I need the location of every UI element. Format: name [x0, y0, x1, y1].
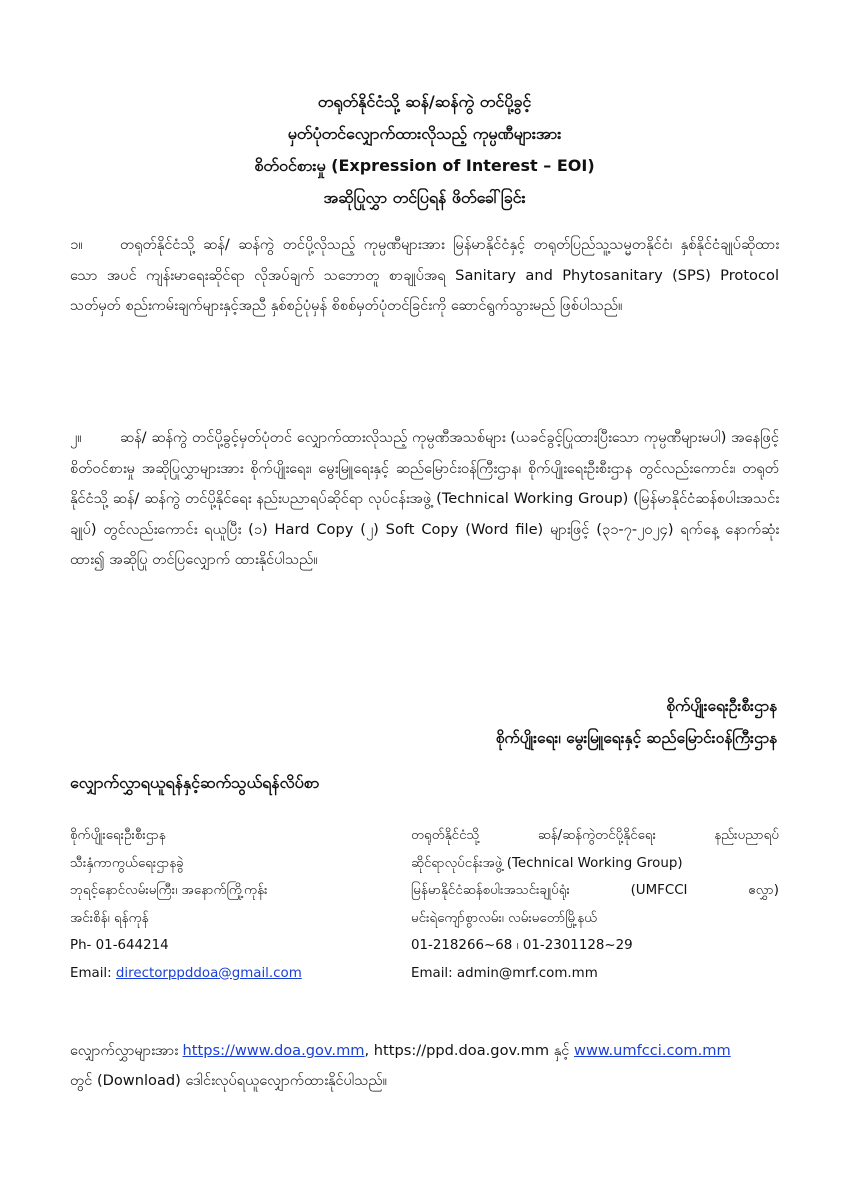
- contact-left-line-4: အင်းစိန်၊ ရန်ကုန်: [70, 910, 149, 926]
- paragraph-2: [70, 423, 779, 576]
- contact-address-right: [411, 822, 779, 987]
- contact-right-email: Email: admin@mrf.com.mm: [411, 965, 598, 981]
- download-note-line-1: [70, 1036, 779, 1066]
- contact-left-line-3: ဘုရင့်နောင်လမ်းမကြီး၊ အနောက်ကြို့ကုန်း: [70, 883, 268, 898]
- contact-left-line-2: သီးနှံကာကွယ်ရေးဌာနခွဲ: [70, 855, 184, 871]
- title-line-3: စိတ်ဝင်စားမှု (Expression of Interest – EOI): [254, 156, 595, 175]
- contact-right-line-4: မင်းရဲကျော်စွာလမ်း၊ လမ်းမတော်မြို့နယ်: [411, 910, 598, 926]
- signature-block: [496, 690, 777, 754]
- paragraph-2-text: ဆန်/ ဆန်ကွဲ တင်ပို့ခွင့်မှတ်ပုံတင် လျှောက်ထားလိုသည့် ကုမ္ပဏီအသစ်များ (ယခင်ခွင့်ပြုထားပြီးသော ကုမ္ပဏီများမပါ) အနေဖြင့် စိတ်ဝင်စားမှု အဆိုပြုလွှာများအား စိုက်ပျိုးရေး၊ မွေးမြူရေးနှင့် ဆည်မြောင်းဝန်ကြီးဌာန၊ စိုက်ပျိုးရေးဦးစီးဌာန တွင်လည်းကောင်း၊ တရုတ်နိုင်ငံသို့ ဆန်/ ဆန်ကွဲ တင်ပို့နိုင်ရေး နည်းပညာရပ်ဆိုင်ရာ လုပ်ငန်းအဖွဲ့ (Technical Working Group) (မြန်မာနိုင်ငံဆန်စပါးအသင်းချုပ်) တွင်လည်းကောင်း ရယူပြီး (၁) Hard Copy (၂) Soft Copy (Word file) များဖြင့် (၃၁-၇-၂၀၂၄) ရက်နေ့ နောက်ဆုံးထား၍ အဆိုပြု တင်ပြလျှောက် ထားနိုင်ပါသည်။: [70, 429, 779, 568]
- signature-ministry: စိုက်ပျိုးရေး၊ မွေးမြူရေးနှင့် ဆည်မြောင်းဝန်ကြီးဌာန: [495, 729, 777, 747]
- paragraph-2-number: ၂။: [70, 429, 82, 446]
- contact-right-line-3: မြန်မာနိုင်ငံဆန်စပါးအသင်းချုပ်ရုံး (UMFCCI ဧလွှာ): [411, 883, 779, 898]
- title-line-4: အဆိုပြုလွှာ တင်ပြရန် ဖိတ်ခေါ်ခြင်း: [323, 188, 526, 207]
- separator-and: နှင့်: [549, 1042, 575, 1059]
- doa-website-link[interactable]: https://www.doa.gov.mm: [182, 1042, 365, 1059]
- download-note-line-2: တွင် (Download) ဒေါင်းလုပ်ရယူလျှောက်ထားနိုင်ပါသည်။: [70, 1072, 388, 1089]
- title-line-2: မှတ်ပုံတင်လျှောက်ထားလိုသည့် ကုမ္ပဏီများအား: [287, 124, 562, 143]
- paragraph-1-text: တရုတ်နိုင်ငံသို့ ဆန်/ ဆန်ကွဲ တင်ပို့လိုသည့် ကုမ္ပဏီများအား မြန်မာနိုင်ငံနှင့် တရုတ်ပြည်သူ့သမ္မတနိုင်ငံ၊ နှစ်နိုင်ငံချုပ်ဆိုထားသော အပင် ကျန်းမာရေးဆိုင်ရာ လိုအပ်ချက် သဘောတူ စာချုပ်အရ Sanitary and Phytosanitary (SPS) Protocol သတ်မှတ် စည်းကမ်းချက်များနှင့်အညီ နှစ်စဉ်ပုံမှန် စိစစ်မှတ်ပုံတင်ခြင်းကို ဆောင်ရွက်သွားမည် ဖြစ်ပါသည်။: [70, 236, 779, 314]
- contact-right-line-1: တရုတ်နိုင်ငံသို့ ဆန်/ဆန်ကွဲတင်ပို့နိုင်ရေး နည်းပညာရပ်: [411, 828, 779, 843]
- download-prefix: လျှောက်လွှာများအား: [70, 1042, 183, 1059]
- contact-right-line-2: ဆိုင်ရာလုပ်ငန်းအဖွဲ့ (Technical Working Group): [411, 855, 683, 871]
- contact-address-left: [70, 822, 400, 987]
- separator-comma: ,: [364, 1042, 374, 1059]
- contact-heading: လျှောက်လွှာရယူရန်နှင့်ဆက်သွယ်ရန်လိပ်စာ: [70, 773, 320, 792]
- contact-left-line-1: စိုက်ပျိုးရေးဦးစီးဌာန: [70, 828, 166, 843]
- paragraph-1: [70, 230, 779, 322]
- download-note: [70, 1036, 779, 1096]
- signature-department: စိုက်ပျိုးရေးဦးစီးဌာန: [666, 697, 777, 715]
- email-link[interactable]: directorppddoa@gmail.com: [115, 965, 302, 981]
- contact-left-phone: Ph- 01-644214: [70, 938, 169, 953]
- document-title: [70, 86, 779, 214]
- paragraph-1-number: ၁။: [70, 236, 83, 253]
- contact-right-phone: 01-218266~68 ၊ 01-2301128~29: [411, 938, 633, 953]
- title-line-1: တရုတ်နိုင်ငံသို့ ဆန်/ဆန်ကွဲ တင်ပို့ခွင့်: [317, 92, 532, 111]
- ppd-website-text: https://ppd.doa.gov.mm: [373, 1042, 550, 1059]
- email-label: Email:: [70, 965, 116, 981]
- umfcci-website-link[interactable]: www.umfcci.com.mm: [574, 1042, 731, 1059]
- contact-left-email-row: [70, 960, 400, 988]
